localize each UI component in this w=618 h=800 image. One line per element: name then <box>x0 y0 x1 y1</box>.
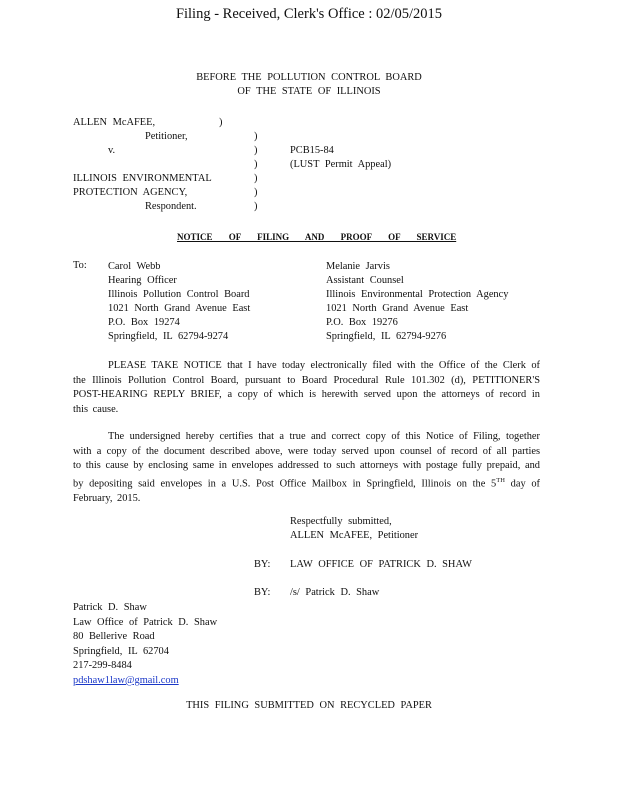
attorney-signature: /s/ Patrick D. Shaw <box>290 587 380 598</box>
to-label: To: <box>73 260 87 271</box>
recipient-line: Melanie Jarvis <box>326 261 390 272</box>
caption-paren: ) <box>254 173 258 184</box>
notice-paragraph-text: PLEASE TAKE NOTICE that I have today electronically filed with the Office of the Clerk of the Illinois Pollution Control Board, pursuant to Board Procedural Rule 101.302 (d), PETITIONER'S POST-HEARING REPLY BRIEF, a copy of which is herewith served upon the attorneys of record in this cause. <box>73 360 540 415</box>
petitioner-name: ALLEN McAFEE, <box>73 117 156 128</box>
notice-paragraph <box>73 359 540 417</box>
recipient-line: 1021 North Grand Avenue East <box>326 303 469 314</box>
contact-email-link[interactable]: pdshaw1law@gmail.com <box>73 674 179 686</box>
case-type: (LUST Permit Appeal) <box>290 159 392 170</box>
closing-line1: Respectfully submitted, <box>290 516 392 527</box>
caption-paren: ) <box>219 117 223 128</box>
caption-paren: ) <box>254 187 258 198</box>
board-heading-line1: BEFORE THE POLLUTION CONTROL BOARD <box>196 72 422 83</box>
caption-paren: ) <box>254 201 258 212</box>
certification-text-before: The undersigned hereby certifies that a true and correct copy of this Notice of Filing, together with a copy of the document described above, were today served upon counsel of record of all parties to this cause by enclosing same in envelopes addressed to such attorneys with postage fully prepaid, and by depositing said envelopes in a U.S. Post Office Mailbox in Springfield, Illinois on the 5 <box>73 431 540 490</box>
signature-label: BY: <box>254 587 271 598</box>
certification-paragraph <box>73 430 540 506</box>
recipient-line: 1021 North Grand Avenue East <box>108 303 251 314</box>
closing-line2: ALLEN McAFEE, Petitioner <box>290 530 419 541</box>
recipient-left <box>108 260 250 344</box>
filing-stamp: Filing - Received, Clerk's Office : 02/05/2015 <box>175 6 443 22</box>
respondent-line2: PROTECTION AGENCY, <box>73 187 188 198</box>
caption-paren: ) <box>254 145 258 156</box>
case-number: PCB15-84 <box>290 145 334 156</box>
contact-street: 80 Bellerive Road <box>73 631 155 643</box>
recipient-line: Springfield, IL 62794-9274 <box>108 331 229 342</box>
recipient-line: P.O. Box 19274 <box>108 317 180 328</box>
recipient-line: P.O. Box 19276 <box>326 317 398 328</box>
recipient-right <box>326 260 508 344</box>
recycled-paper-footer: THIS FILING SUBMITTED ON RECYCLED PAPER <box>186 700 432 711</box>
certification-paragraph-text <box>73 430 540 506</box>
recipient-line: Carol Webb <box>108 261 161 272</box>
ordinal-suffix: TH <box>496 476 505 484</box>
contact-firm: Law Office of Patrick D. Shaw <box>73 616 218 628</box>
signature-label: BY: <box>254 559 271 570</box>
caption-paren: ) <box>254 159 258 170</box>
board-heading-line2: OF THE STATE OF ILLINOIS <box>237 86 381 97</box>
caption-paren: ) <box>254 131 258 142</box>
petitioner-role: Petitioner, <box>145 131 188 142</box>
contact-phone: 217-299-8484 <box>73 660 132 672</box>
recipient-line: Springfield, IL 62794-9276 <box>326 331 447 342</box>
recipient-line: Illinois Environmental Protection Agency <box>326 289 509 300</box>
respondent-role: Respondent. <box>145 201 197 212</box>
contact-name: Patrick D. Shaw <box>73 602 147 613</box>
notice-title: NOTICE OF FILING AND PROOF OF SERVICE <box>177 232 457 242</box>
recipient-line: Hearing Officer <box>108 275 177 286</box>
recipient-line: Illinois Pollution Control Board <box>108 289 250 300</box>
respondent-line1: ILLINOIS ENVIRONMENTAL <box>73 173 212 184</box>
recipient-line: Assistant Counsel <box>326 275 404 286</box>
attorney-contact <box>73 601 217 689</box>
firm-signature: LAW OFFICE OF PATRICK D. SHAW <box>290 559 472 570</box>
versus: v. <box>108 145 116 156</box>
certification-text-after: day of February, 2015. <box>73 478 540 504</box>
contact-city: Springfield, IL 62704 <box>73 645 169 657</box>
